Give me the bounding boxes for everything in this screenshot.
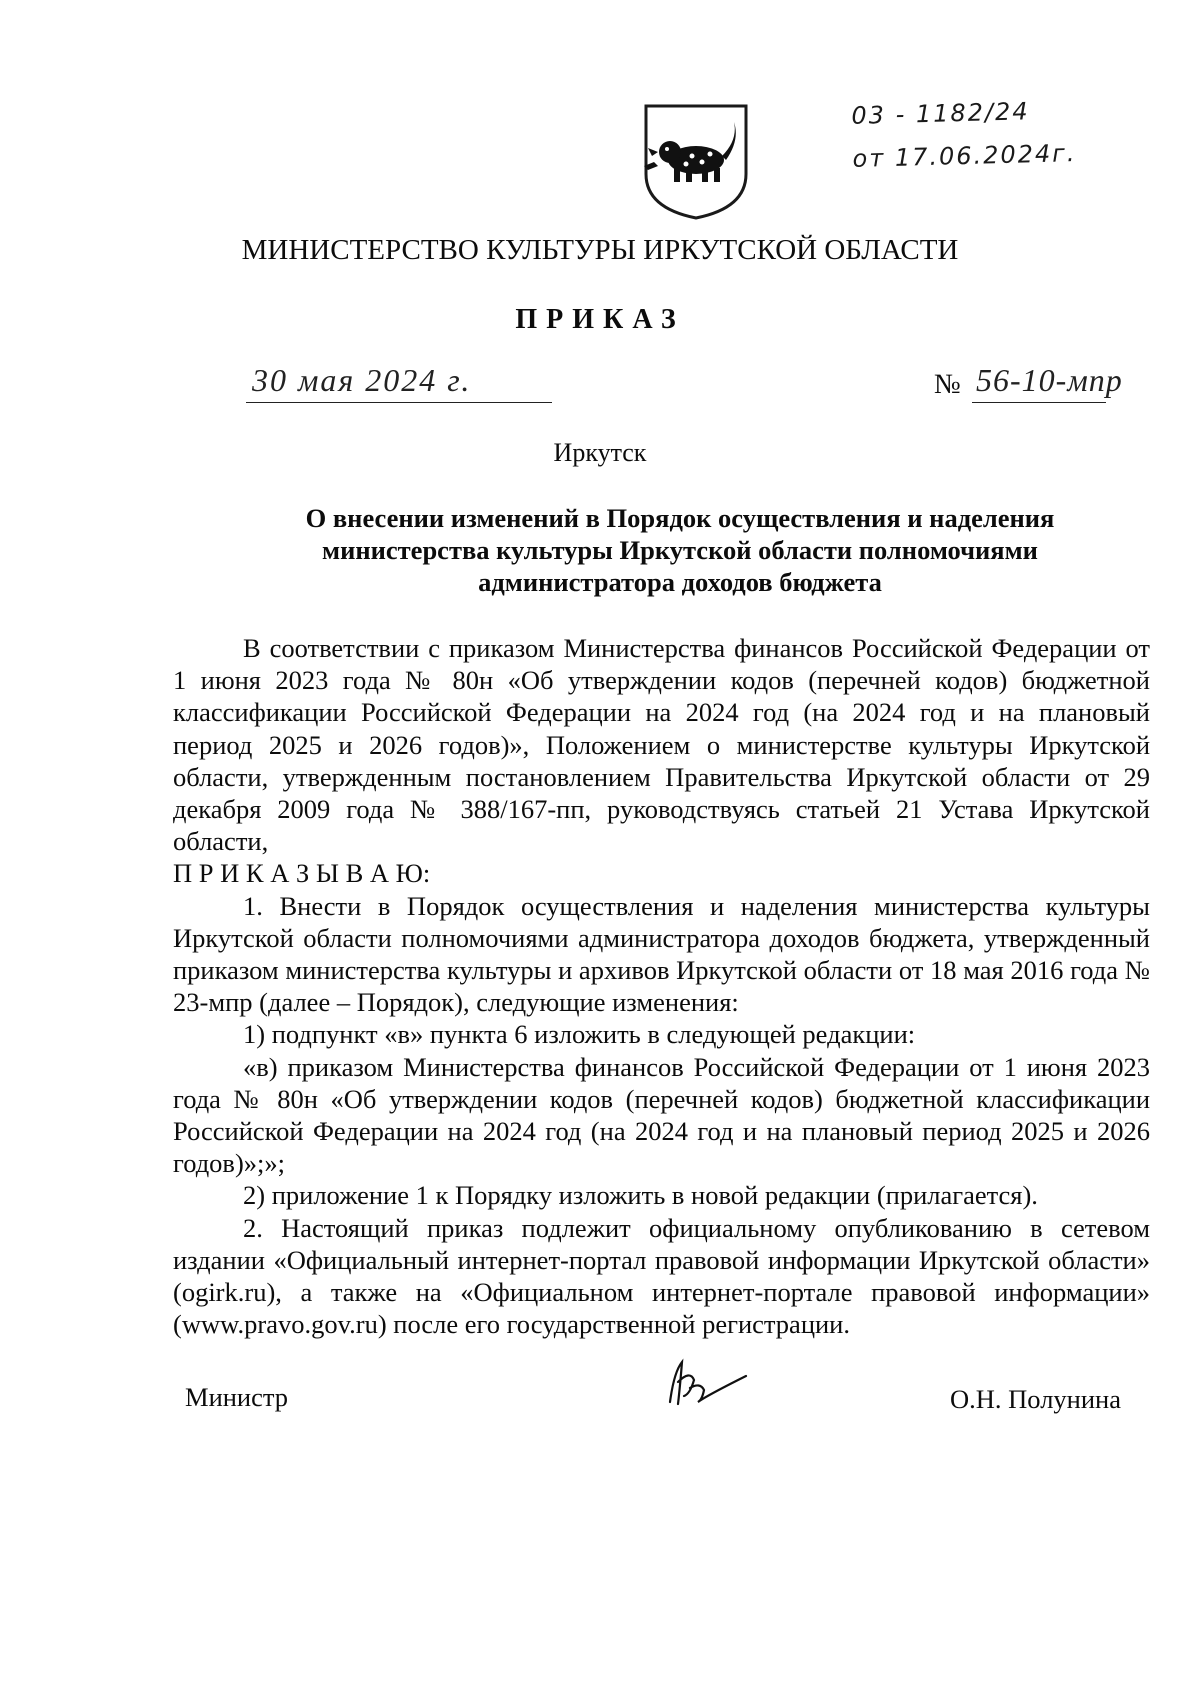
subitem-1-paragraph: 1) подпункт «в» пункта 6 изложить в следующей редакции: (243, 1019, 916, 1050)
order-body (173, 632, 1150, 1340)
ministry-name: МИНИСТЕРСТВО КУЛЬТУРЫ ИРКУТСКОЙ ОБЛАСТИ (241, 234, 959, 266)
amendment-text-paragraph: «в) приказом Министерства финансов Российской Федерации от 1 июня 2023 года № 80н «Об утверждении кодов (перечней кодов) бюджетной классификации Российской Федерации на 2024 год (на 2024 год и на плановый период 2025 и 2026 годов)»;»; (173, 1051, 1150, 1179)
item-1-paragraph: 1. Внести в Порядок осуществления и наделения министерства культуры Иркутской области полномочиями администратора доходов бюджета, утвержденный приказом министерства культуры и архивов Иркутской области от 18 мая 2016 года № 23-мпр (далее – Порядок), следующие изменения: (173, 890, 1150, 1018)
signatory-name: О.Н. Полунина (950, 1384, 1121, 1414)
registration-stamp (851, 89, 1077, 181)
order-subject: О внесении изменений в Порядок осуществления и наделения министерства культуры Иркутской области полномочиями администратора доходов бюджета (305, 503, 1055, 597)
coat-of-arms-icon (640, 100, 752, 222)
preamble-paragraph: В соответствии с приказом Министерства финансов Российской Федерации от 1 июня 2023 года № 80н «Об утверждении кодов (перечней кодов) бюджетной классификации Российской Федерации на 2024 год (на 2024 год и на плановый период 2025 и 2026 годов)», Положением о министерстве культуры Иркутской области, утвержденным постановлением Правительства Иркутской области от 29 декабря 2009 года № 388/167-пп, руководствуясь статьей 21 Устава Иркутской области, (173, 633, 1150, 857)
item-2-paragraph: 2. Настоящий приказ подлежит официальному опубликованию в сетевом издании «Официальный интернет-портал правовой информации Иркутской области» (ogirk.ru), а также на «Официальном интернет-портале правовой информации» (www.pravo.gov.ru) после его государственной регистрации. (173, 1212, 1150, 1340)
subitem-2-paragraph: 2) приложение 1 к Порядку изложить в новой редакции (прилагается). (243, 1180, 1038, 1211)
signatory-title: Министр (185, 1382, 289, 1412)
registration-date: от 17.06.2024г. (852, 139, 1077, 173)
city-name: Иркутск (553, 438, 647, 467)
order-date: 30 мая 2024 г. (252, 362, 472, 398)
order-number: 56-10-мпр (976, 362, 1123, 398)
registration-number: 03 - 1182/24 (851, 97, 1030, 130)
order-word: П Р И К А З Ы В А Ю: (173, 858, 431, 889)
number-sign: № (934, 369, 961, 400)
document-type: ПРИКАЗ (515, 304, 685, 335)
handwritten-signature (660, 1352, 750, 1412)
